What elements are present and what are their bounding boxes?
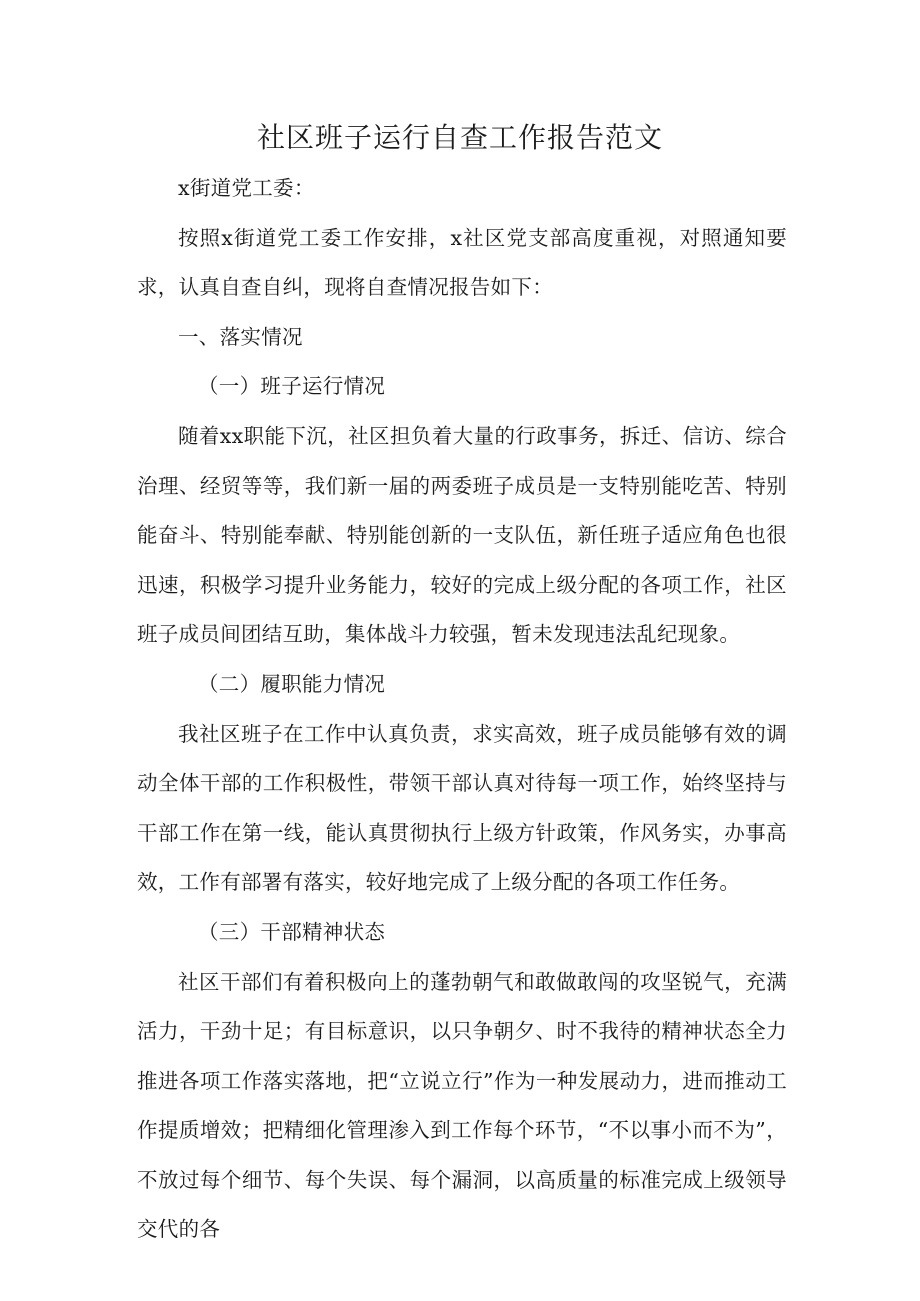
subsection-paragraph-2: 我社区班子在工作中认真负责，求实高效，班子成员能够有效的调动全体干部的工作积极性，带领干部认真对待每一项工作，始终坚持与干部工作在第一线，能认真贯彻执行上级方针政策，作风务实，办事高效，工作有部署有落实，较好地完成了上级分配的各项工作任务。: [137, 721, 787, 895]
subsection-heading-3: （三）干部精神状态: [198, 919, 386, 944]
salutation: x街道党工委：: [178, 176, 315, 200]
document-title: 社区班子运行自查工作报告范文: [256, 121, 663, 154]
section-heading-1: 一、落实情况: [178, 324, 303, 349]
subsection-paragraph-3: 社区干部们有着积极向上的蓬勃朝气和敢做敢闯的攻坚锐气，充满活力，干劲十足；有目标意识，以只争朝夕、时不我待的精神状态全力推进各项工作落实落地，把“立说立行”作为一种发展动力，进而推动工作提质增效；把精细化管理渗入到工作每个环节，“不以事小而不为”，不放过每个细节、每个失误、每个漏洞，以高质量的标准完成上级领导交代的各: [137, 969, 787, 1242]
intro-paragraph: 按照x街道党工委工作安排，x社区党支部高度重视，对照通知要求，认真自查自纠，现将自查情况报告如下：: [137, 225, 787, 300]
subsection-heading-1: （一）班子运行情况: [198, 374, 386, 399]
document-body: [137, 164, 787, 1255]
subsection-paragraph-1: 随着xx职能下沉，社区担负着大量的行政事务，拆迁、信访、综合治理、经贸等等，我们新一届的两委班子成员是一支特别能吃苦、特别能奋斗、特别能奉献、特别能创新的一支队伍，新任班子适应角色也很迅速，积极学习提升业务能力，较好的完成上级分配的各项工作，社区班子成员间团结互助，集体战斗力较强，暂未发现违法乱纪现象。: [137, 423, 787, 647]
subsection-heading-2: （二）履职能力情况: [198, 671, 386, 696]
